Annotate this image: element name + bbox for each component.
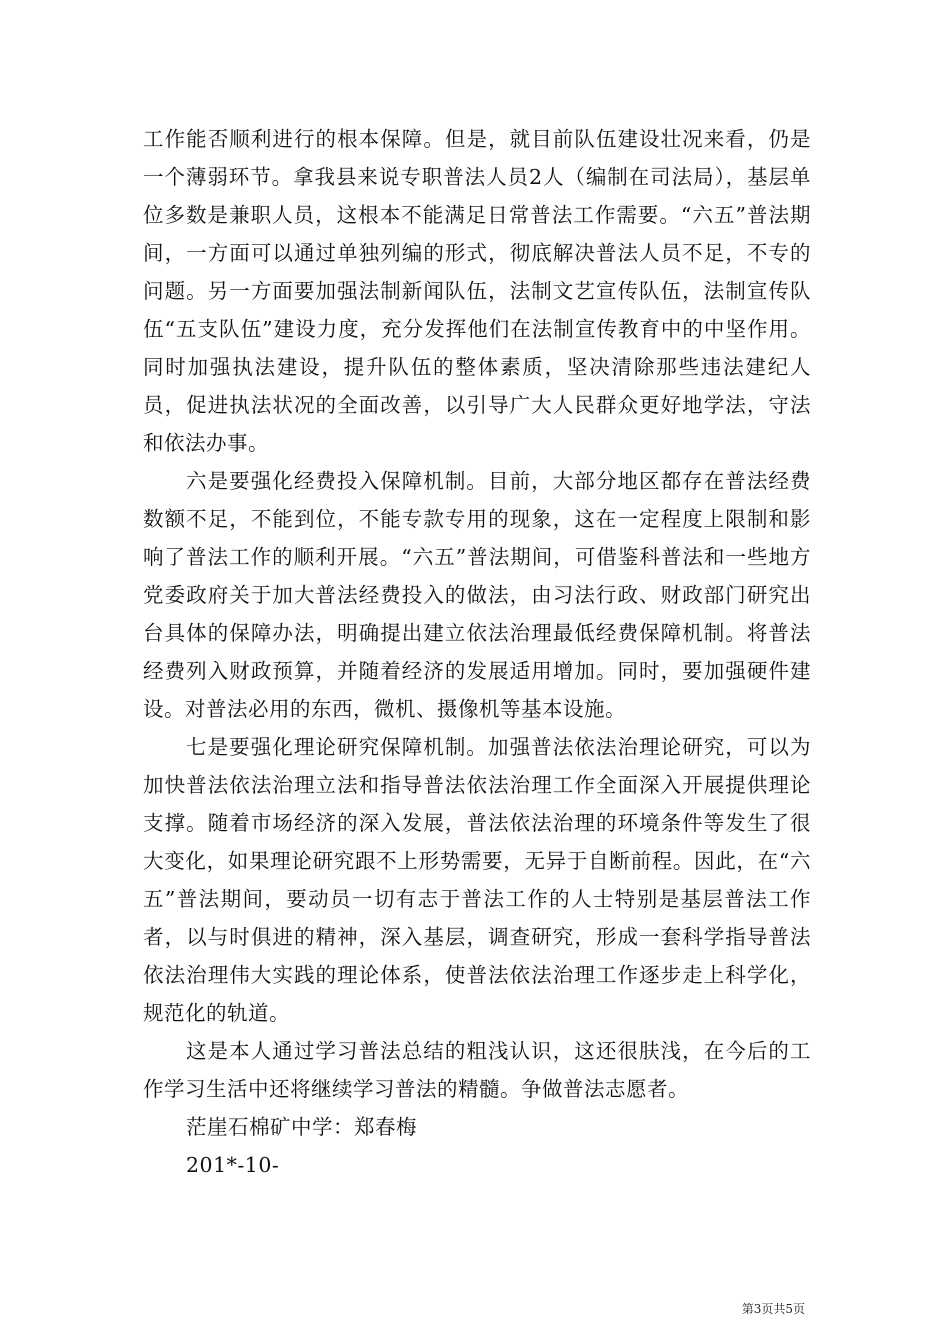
page-number: 第3页共5页: [741, 1302, 805, 1316]
author-signature: 茫崖石棉矿中学：郑春梅: [186, 1115, 417, 1139]
document-date: 201*-10-: [186, 1153, 280, 1177]
paragraph-theory-research: 七是要强化理论研究保障机制。加强普法依法治理论研究，可以为加快普法依法治理立法和指导普法依法治理工作全面深入开展提供理论支撑。随着市场经济的深入发展，普法依法治理的环境条件等发生了很大变化，如果理论研究跟不上形势需要，无异于自断前程。因此，在“六五”普法期间，要动员一切有志于普法工作的人士特别是基层普法工作者，以与时俱进的精神，深入基层，调查研究，形成一套科学指导普法依法治理伟大实践的理论体系，使普法依法治理工作逐步走上科学化，规范化的轨道。: [143, 735, 811, 1025]
document-body: [143, 120, 811, 1184]
paragraph-funding-mechanism: 六是要强化经费投入保障机制。目前，大部分地区都存在普法经费数额不足，不能到位，不能专款专用的现象，这在一定程度上限制和影响了普法工作的顺利开展。“六五”普法期间，可借鉴科普法和一些地方党委政府关于加大普法经费投入的做法，由习法行政、财政部门研究出台具体的保障办法，明确提出建立依法治理最低经费保障机制。将普法经费列入财政预算，并随着经济的发展适用增加。同时，要加强硬件建设。对普法必用的东西，微机、摄像机等基本设施。: [143, 469, 811, 721]
paragraph-conclusion: 这是本人通过学习普法总结的粗浅认识，这还很肤浅，在今后的工作学习生活中还将继续学习普法的精髓。争做普法志愿者。: [143, 1039, 811, 1101]
paragraph-team-building: 工作能否顺利进行的根本保障。但是，就目前队伍建设壮况来看，仍是一个薄弱环节。拿我县来说专职普法人员2人（编制在司法局），基层单位多数是兼职人员，这根本不能满足日常普法工作需要。“六五”普法期间，一方面可以通过单独列编的形式，彻底解决普法人员不足，不专的问题。另一方面要加强法制新闻队伍，法制文艺宣传队伍，法制宣传队伍“五支队伍”建设力度，充分发挥他们在法制宣传教育中的中坚作用。同时加强执法建设，提升队伍的整体素质，坚决清除那些违法建纪人员，促进执法状况的全面改善，以引导广大人民群众更好地学法，守法和依法办事。: [143, 127, 811, 455]
